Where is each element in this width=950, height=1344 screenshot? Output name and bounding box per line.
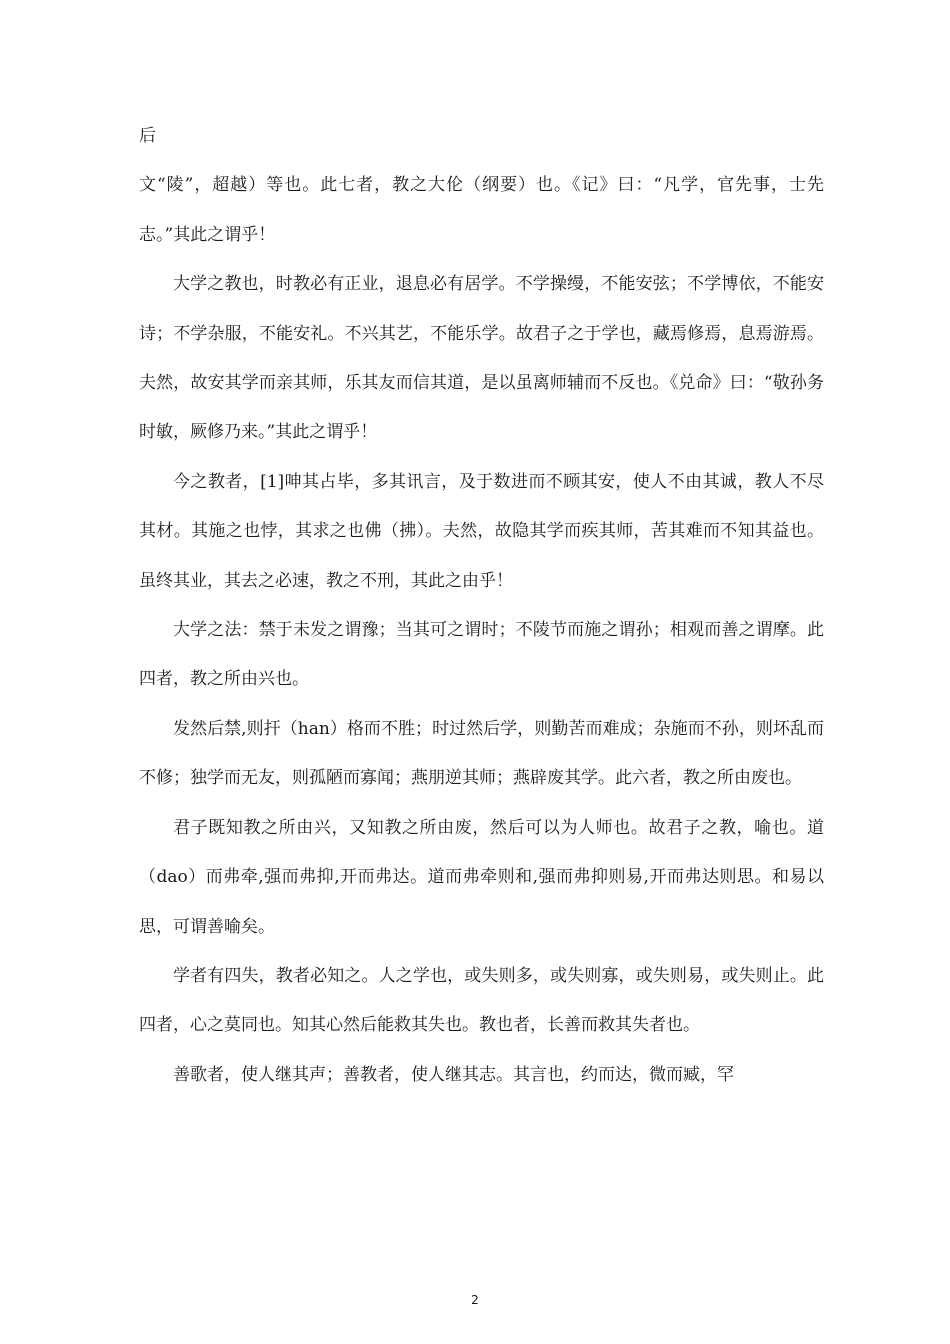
paragraph: 发然后禁,则扞（han）格而不胜；时过然后学，则勤苦而难成；杂施而不孙，则坏乱而不修；独学而无友，则孤陋而寡闻；燕朋逆其师；燕辟废其学。此六者，教之所由废也。	[139, 718, 824, 789]
body-text	[139, 112, 824, 1100]
paragraph: 今之教者，[1]呻其占毕，多其讯言，及于数进而不顾其安，使人不由其诚，教人不尽其材。其施之也悖，其求之也佛（拂）。夫然，故隐其学而疾其师，苦其难而不知其益也。虽终其业，其去之必速，教之不刑，其此之由乎！	[139, 471, 824, 591]
paragraph: 大学之教也，时教必有正业，退息必有居学。不学操缦，不能安弦；不学博依，不能安诗；不学杂服，不能安礼。不兴其艺，不能乐学。故君子之于学也，藏焉修焉，息焉游焉。夫然，故安其学而亲其师，乐其友而信其道，是以虽离师辅而不反也。《兑命》曰：“敬孙务时敏，厥修乃来。”其此之谓乎！	[139, 274, 824, 443]
paragraph: 大学之法：禁于未发之谓豫；当其可之谓时；不陵节而施之谓孙；相观而善之谓摩。此四者，教之所由兴也。	[139, 620, 824, 690]
paragraph: 学者有四失，教者必知之。人之学也，或失则多，或失则寡，或失则易，或失则止。此四者，心之莫同也。知其心然后能救其失也。教也者，长善而救其失者也。	[139, 965, 824, 1036]
paragraph: 君子既知教之所由兴，又知教之所由废，然后可以为人师也。故君子之教，喻也。道（dao）而弗牵,强而弗抑,开而弗达。道而弗牵则和,强而弗抑则易,开而弗达则思。和易以思，可谓善喻矣。	[139, 817, 824, 937]
paragraph: 善歌者，使人继其声；善教者，使人继其志。其言也，约而达，微而臧，罕	[173, 1064, 734, 1085]
page-number: 2	[471, 1293, 479, 1307]
paragraph: 后	[139, 126, 156, 146]
paragraph: 文“陵”，超越）等也。此七者，教之大伦（纲要）也。《记》曰：“凡学，官先事，士先志。”其此之谓乎！	[139, 175, 824, 245]
